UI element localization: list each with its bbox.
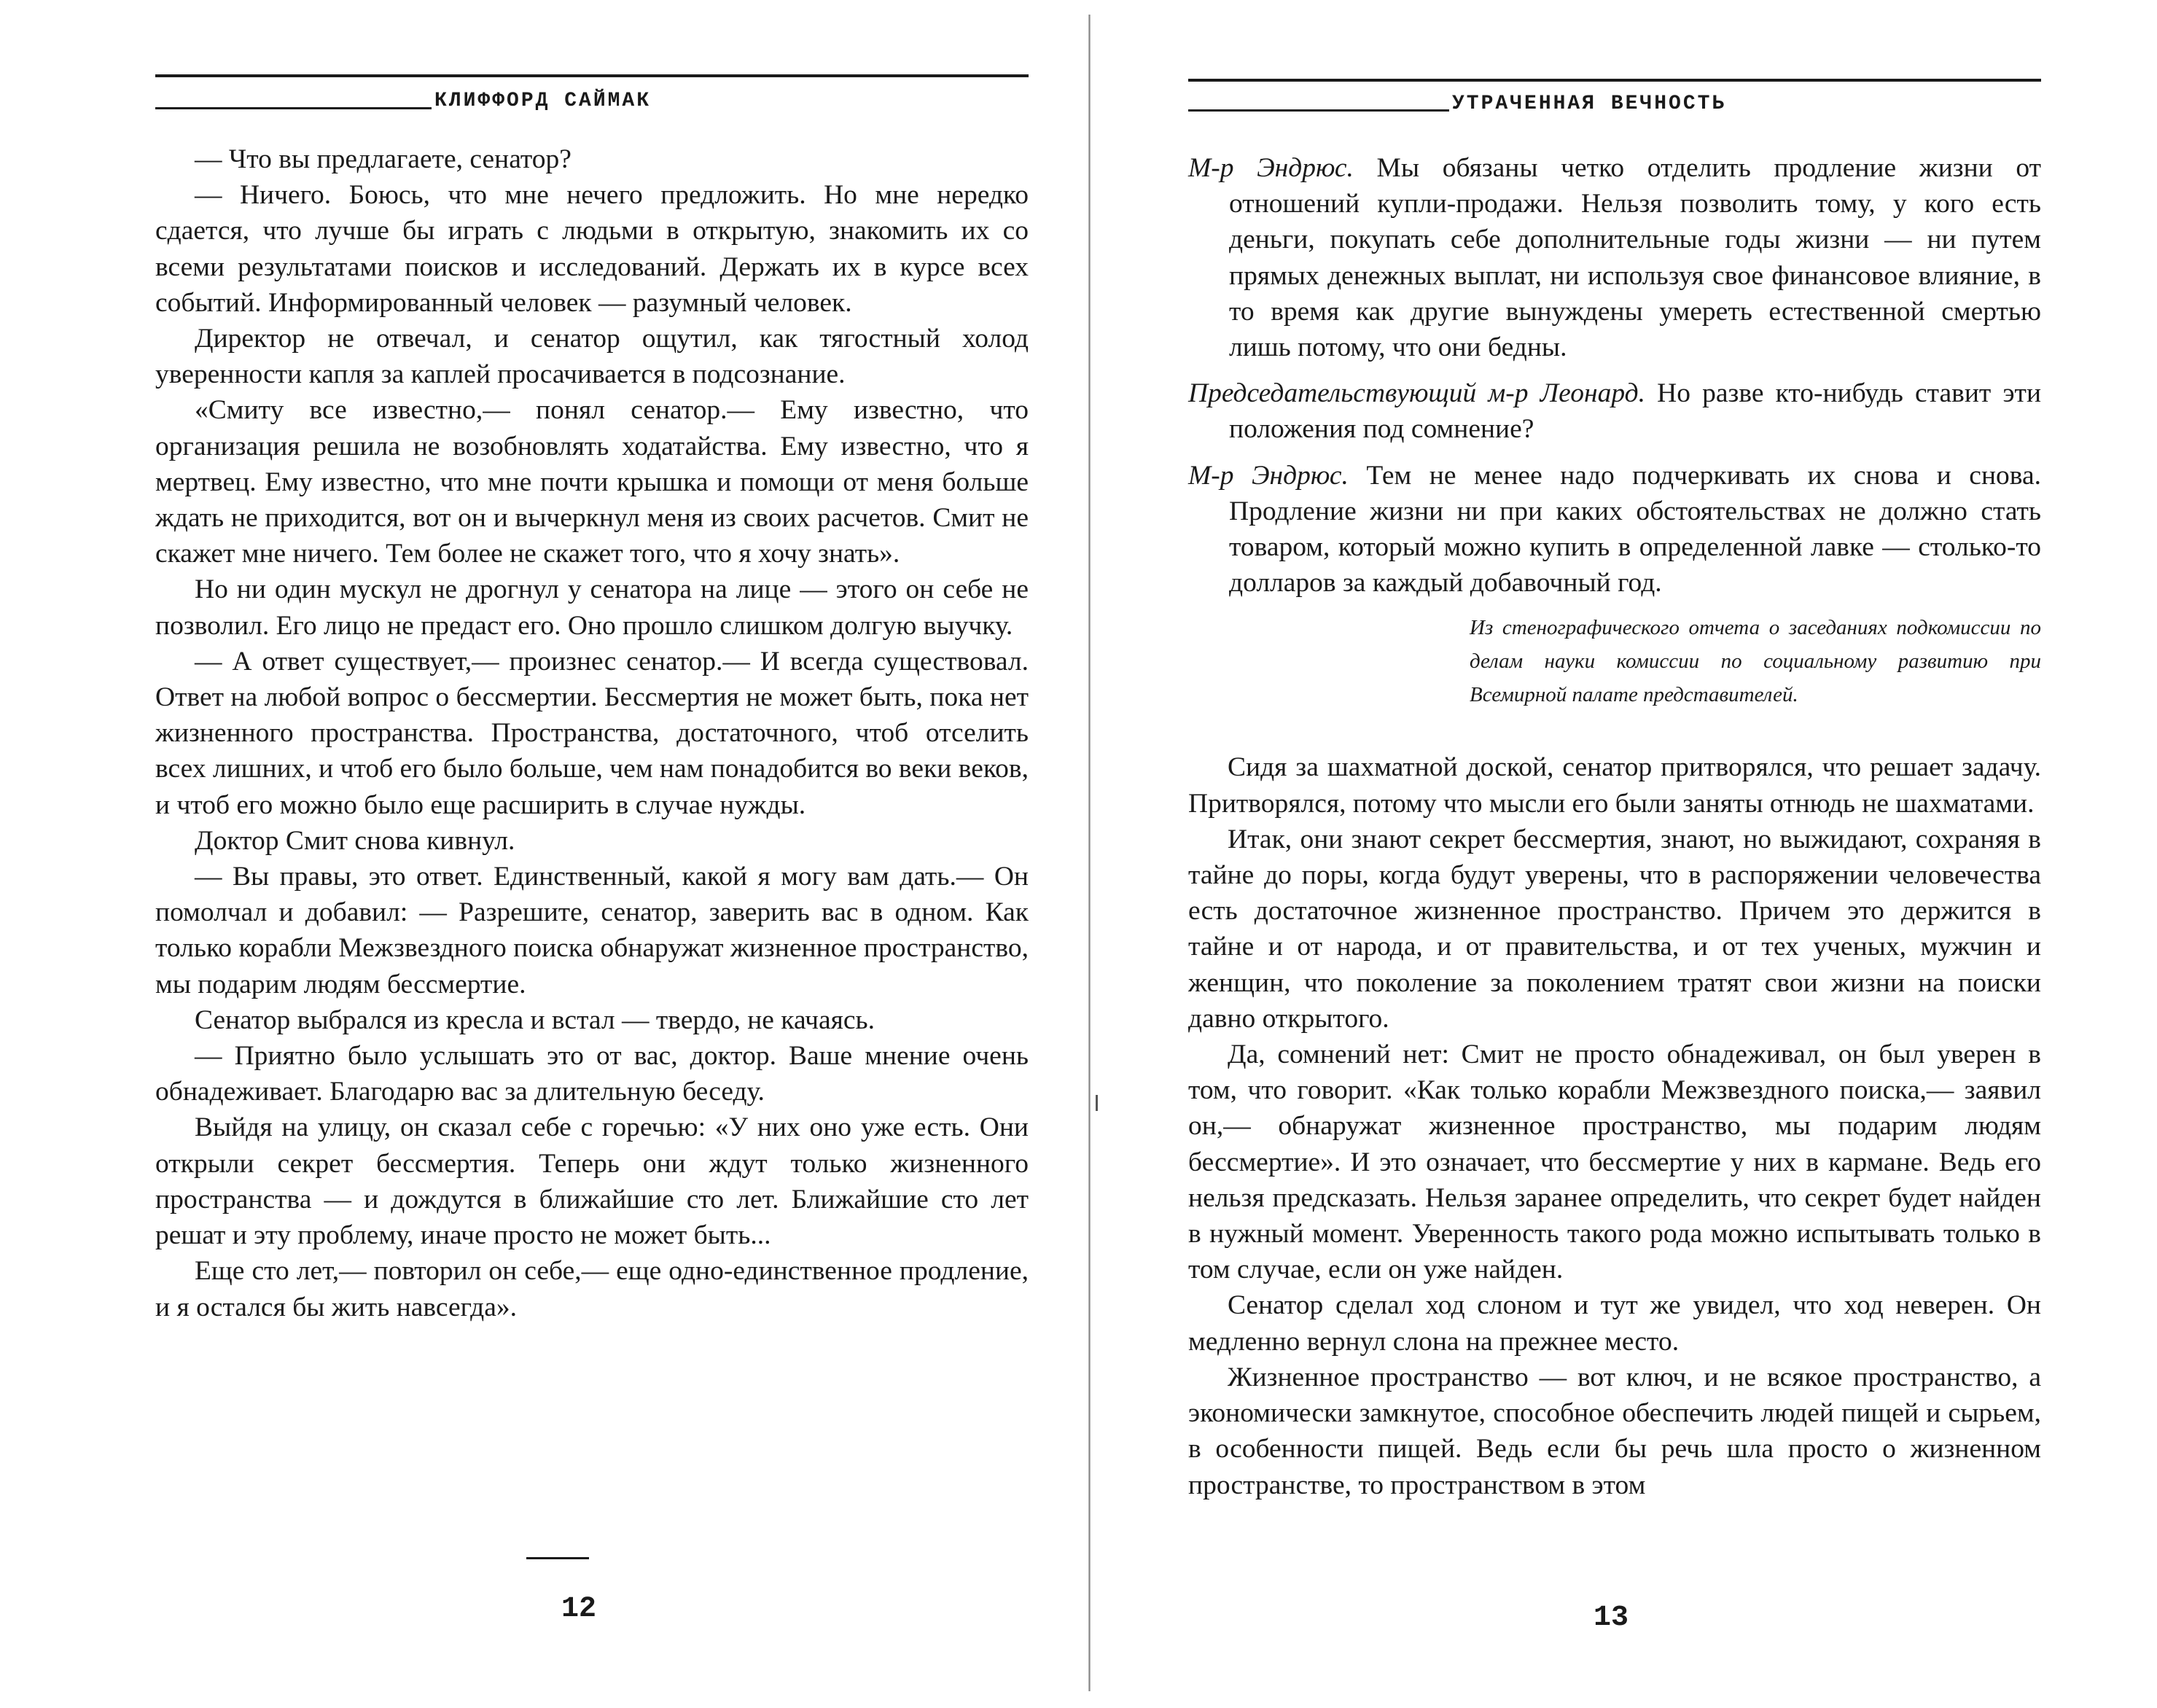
- speech-text: Тем не менее надо подчеркивать их снова и снова. Продление жизни ни при каких обстоятельствах не должно стать товаром, который можно купить в определенной лавке — столько-то долларов за каждый добавочный год.: [1229, 460, 2041, 598]
- transcript-entry: [1188, 458, 2041, 601]
- main-text: [155, 141, 1029, 1325]
- transcript-entry: [1188, 150, 2041, 365]
- header-subrule: [155, 107, 432, 109]
- paragraph: — Ничего. Боюсь, что мне нечего предложить. Но мне нередко сдается, что лучше бы играть с людьми в открытую, знакомить их со всеми результатами поисков и исследований. Держать их в курсе всех событий. Информированный человек — разумный человек.: [155, 180, 1029, 318]
- paragraph: Да, сомнений нет: Смит не просто обнадеживал, он был уверен в том, что говорит. «Как только корабли Межзвездного поиска,— заявил он,— обнаружат жизненное пространство, мы подарим людям бессмертие». И это означает, что бессмертие у них в кармане. Ведь его нельзя предсказать. Нельзя заранее определить, что секрет будет найден в нужный момент. Уверенность такого рода можно испытывать только в том случае, если он уже найден.: [1188, 1040, 2041, 1285]
- speaker-name: М-р Эндрюс.: [1188, 460, 1349, 491]
- paragraph: «Смиту все известно,— понял сенатор.— Ему известно, что организация решила не возобновлять ходатайства. Ему известно, что я мертвец. Ему известно, что мне почти крышка и помощи от меня больше ждать не приходится, вот он и вычеркнул меня из своих расчетов. Смит не скажет мне ничего. Тем более не скажет того, что я хочу знать».: [155, 395, 1029, 569]
- paragraph: Еще сто лет,— повторил он себе,— еще одно-единственное продление, и я остался бы жить навсегда».: [155, 1256, 1029, 1322]
- section-end-rule: [526, 1557, 589, 1559]
- scan-mark: [1096, 1095, 1098, 1111]
- running-title: КЛИФФОРД САЙМАК: [432, 90, 651, 112]
- paragraph: Выйдя на улицу, он сказал себе с горечью: «У них оно уже есть. Они открыли секрет бессмертия. Теперь они ждут только жизненного пространства — и дождутся в ближайшие сто лет. Ближайшие сто лет решат и эту проблему, иначе просто не может быть...: [155, 1112, 1029, 1251]
- paragraph: — Вы правы, это ответ. Единственный, какой я могу вам дать.— Он помолчал и добавил: — Разрешите, сенатор, заверить вас в одном. Как только корабли Межзвездного поиска обнаружат жизненное пространство, мы подарим людям бессмертие.: [155, 862, 1029, 999]
- paragraph: Жизненное пространство — вот ключ, и не всякое пространство, а экономически замкнутое, способное обеспечить людей пищей и сырьем, в особенности пищей. Ведь если бы речь шла просто о жизненном пространстве, то пространством в этом: [1188, 1362, 2041, 1500]
- speech-text: Но разве кто-нибудь ставит эти положения под сомнение?: [1229, 378, 2042, 445]
- header-rule: [1188, 79, 2041, 82]
- book-gutter: [1088, 15, 1091, 1691]
- paragraph: Директор не отвечал, и сенатор ощутил, как тягостный холод уверенности капля за каплей просачивается в подсознание.: [155, 324, 1029, 390]
- running-title: УТРАЧЕННАЯ ВЕЧНОСТЬ: [1449, 93, 1726, 115]
- paragraph: Но ни один мускул не дрогнул у сенатора на лице — этого он себе не позволил. Его лицо не предаст его. Оно прошло слишком долгую выучку.: [155, 574, 1029, 641]
- right-page: [1093, 0, 2157, 1708]
- header-rule: [155, 74, 1029, 77]
- paragraph: Сенатор сделал ход слоном и тут же увидел, что ход неверен. Он медленно вернул слона на прежнее место.: [1188, 1290, 2041, 1357]
- speaker-name: М-р Эндрюс.: [1188, 153, 1354, 183]
- speech-text: Мы обязаны четко отделить продление жизни от отношений купли-продажи. Нельзя позволить тому, у кого есть деньги, покупать себе дополнительные годы жизни — ни путем прямых денежных выплат, ни используя свое финансовое влияние, в то время как другие вынуждены умереть естественной смертью лишь потому, что они бедны.: [1229, 153, 2041, 363]
- main-text: [1188, 150, 2041, 1503]
- paragraph: Итак, они знают секрет бессмертия, знают, но выжидают, сохраняя в тайне до поры, когда будут уверены, что в распоряжении человечества есть достаточное жизненное пространство. Причем это держится в тайне и от народа, и от правительства, и от тех ученых, мужчин и женщин, что поколение за поколением тратят свои жизни на поиски давно открытого.: [1188, 824, 2041, 1034]
- transcript-entry: [1188, 375, 2041, 447]
- paragraph: — А ответ существует,— произнес сенатор.— И всегда существовал. Ответ на любой вопрос о бессмертии. Бессмертия не может быть, пока нет жизненного пространства. Пространства, достаточного, чтоб отселить всех лишних, и чтоб его было больше, чем нам понадобится во веки веков, и чтоб его можно было еще расширить в случае нужды.: [155, 646, 1029, 820]
- source-note: Из стенографического отчета о заседаниях подкомиссии по делам науки комиссии по социальному развитию при Всемирной палате представителей.: [1470, 616, 2041, 707]
- speaker-name: Председательствующий м-р Леонард.: [1188, 378, 1645, 409]
- paragraph: Сидя за шахматной доской, сенатор притворялся, что решает задачу. Притворялся, потому что мысли его были заняты отнюдь не шахматами.: [1188, 752, 2041, 819]
- paragraph: — Что вы предлагаете, сенатор?: [195, 144, 572, 174]
- header-subrule: [1188, 109, 1451, 112]
- paragraph: Доктор Смит снова кивнул.: [195, 825, 515, 856]
- page-number: 13: [1594, 1602, 1629, 1634]
- page-number: 12: [561, 1593, 597, 1626]
- paragraph: — Приятно было услышать это от вас, доктор. Ваше мнение очень обнадеживает. Благодарю вас за длительную беседу.: [155, 1041, 1029, 1107]
- paragraph: Сенатор выбрался из кресла и встал — твердо, не качаясь.: [195, 1005, 875, 1035]
